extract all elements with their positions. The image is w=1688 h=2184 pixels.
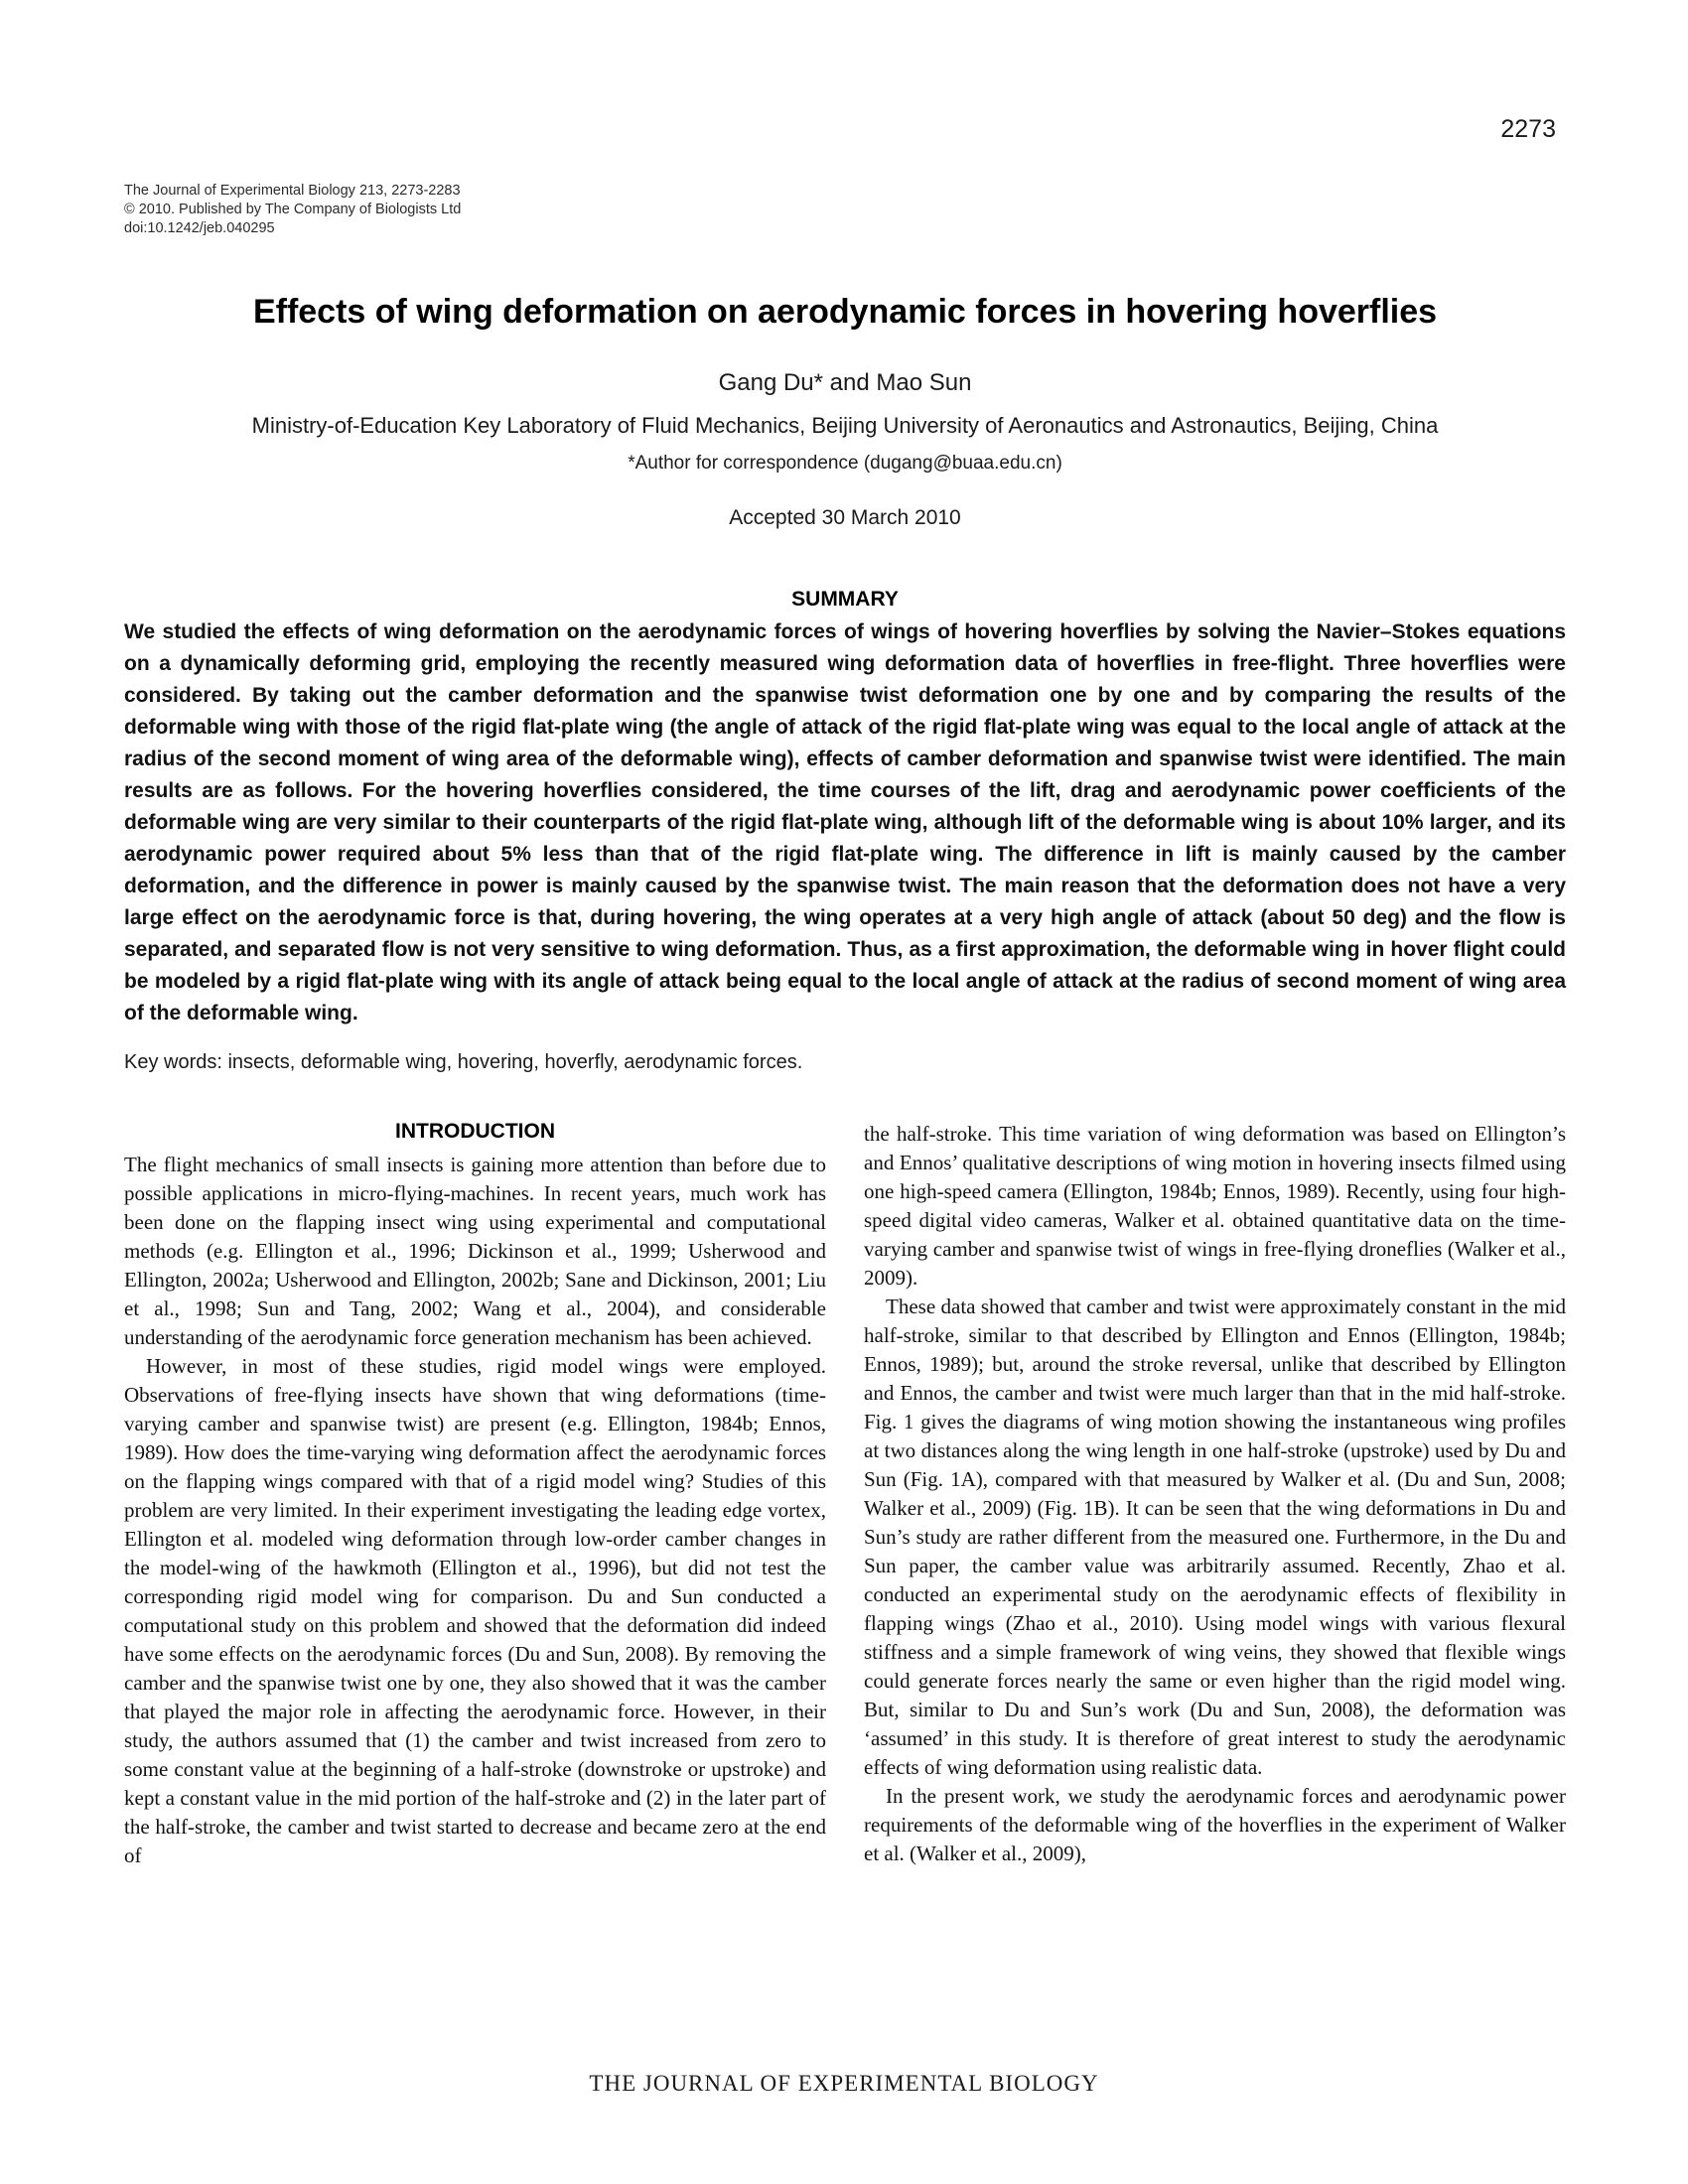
journal-copyright: © 2010. Published by The Company of Biologists Ltd bbox=[124, 202, 462, 217]
accepted-date: Accepted 30 March 2010 bbox=[729, 506, 961, 529]
journal-info bbox=[124, 182, 1566, 238]
intro-paragraph: However, in most of these studies, rigid model wings were employed. Observations of free-flying insects have shown that wing deformations (time-varying camber and spanwise twist) are present (e.g. Ellington, 1984b; Ennos, 1989). How does the time-varying wing deformation affect the aerodynamic forces on the flapping wings compared with that of a rigid model wing? Studies of this problem are very limited. In their experiment investigating the leading edge vortex, Ellington et al. modeled wing deformation through low-order camber changes in the model-wing of the hawkmoth (Ellington et al., 1996), but did not test the corresponding rigid model wing for comparison. Du and Sun conducted a computational study on this problem and showed that the deformation did indeed have some effects on the aerodynamic forces (Du and Sun, 2008). By removing the camber and the spanwise twist one by one, they also showed that it was the camber that played the major role in affecting the aerodynamic force. However, in their study, the authors assumed that (1) the camber and twist increased from zero to some constant value at the beginning of a half-stroke (downstroke or upstroke) and kept a constant value in the mid portion of the half-stroke and (2) in the later part of the half-stroke, the camber and twist started to decrease and became zero at the end of bbox=[124, 1354, 826, 1867]
article-title: Effects of wing deformation on aerodynamic forces in hovering hoverflies bbox=[252, 293, 1438, 331]
correspondence-note: *Author for correspondence (dugang@buaa.edu.cn) bbox=[628, 453, 1062, 474]
two-column-body bbox=[124, 1120, 1566, 1870]
journal-doi: doi:10.1242/jeb.040295 bbox=[124, 220, 275, 236]
intro-paragraph: the half-stroke. This time variation of wing deformation was based on Ellington’s and Ennos’ qualitative descriptions of wing motion in hovering insects filmed using one high-speed camera (Ellington, 1984b; Ennos, 1989). Recently, using four high-speed digital video cameras, Walker et al. obtained quantitative data on the time-varying camber and spanwise twist of wings in free-flying droneflies (Walker et al., 2009). bbox=[864, 1122, 1566, 1290]
right-column bbox=[864, 1120, 1566, 1868]
summary-paragraph: We studied the effects of wing deformation on the aerodynamic forces of wings of hovering hoverflies by solving the Navier–Stokes equations on a dynamically deforming grid, employing the recently measured wing deformation data of hoverflies in free-flight. Three hoverflies were considered. By taking out the camber deformation and the spanwise twist deformation one by one and by comparing the results of the deformable wing with those of the rigid flat-plate wing (the angle of attack of the rigid flat-plate wing was equal to the local angle of attack at the radius of the second moment of wing area of the deformable wing), effects of camber deformation and spanwise twist were identified. The main results are as follows. For the hovering hoverflies considered, the time courses of the lift, drag and aerodynamic power coefficients of the deformable wing are very similar to their counterparts of the rigid flat-plate wing, although lift of the deformable wing is about 10% larger, and its aerodynamic power required about 5% less than that of the rigid flat-plate wing. The difference in lift is mainly caused by the camber deformation, and the difference in power is mainly caused by the spanwise twist. The main reason that the deformation does not have a very large effect on the aerodynamic force is that, during hovering, the wing operates at a very high angle of attack (about 50 deg) and the flow is separated, and separated flow is not very sensitive to wing deformation. Thus, as a first approximation, the deformable wing in hover flight could be modeled by a rigid flat-plate wing with its angle of attack being equal to the local angle of attack at the radius of second moment of wing area of the deformable wing. bbox=[124, 620, 1566, 1024]
page-content bbox=[0, 182, 1688, 1870]
intro-paragraph: The flight mechanics of small insects is gaining more attention than before due to possible applications in micro-flying-machines. In recent years, much work has been done on the flapping insect wing using experimental and computational methods (e.g. Ellington et al., 1996; Dickinson et al., 1999; Usherwood and Ellington, 2002a; Usherwood and Ellington, 2002b; Sane and Dickinson, 2001; Liu et al., 1998; Sun and Tang, 2002; Wang et al., 2004), and considerable understanding of the aerodynamic force generation mechanism has been achieved. bbox=[124, 1153, 826, 1349]
intro-paragraph: In the present work, we study the aerodynamic forces and aerodynamic power requirements of the deformable wing of the hoverflies in the experiment of Walker et al. (Walker et al., 2009), bbox=[864, 1784, 1566, 1865]
page-number: 2273 bbox=[1500, 115, 1556, 143]
affiliation: Ministry-of-Education Key Laboratory of Fluid Mechanics, Beijing University of Aeronautics and Astronautics, Beijing, China bbox=[251, 413, 1439, 438]
intro-paragraph: These data showed that camber and twist were approximately constant in the mid half-stroke, similar to that described by Ellington and Ennos (Ellington, 1984b; Ennos, 1989); but, around the stroke reversal, unlike that described by Ellington and Ennos, the camber and twist were much larger than that in the mid half-stroke. Fig. 1 gives the diagrams of wing motion showing the instantaneous wing profiles at two distances along the wing length in one half-stroke (upstroke) used by Du and Sun (Fig. 1A), compared with that measured by Walker et al. (Du and Sun, 2008; Walker et al., 2009) (Fig. 1B). It can be seen that the wing deformations in Du and Sun’s study are rather different from the measured one. Furthermore, in the Du and Sun paper, the camber value was arbitrarily assumed. Recently, Zhao et al. conducted an experimental study on the aerodynamic effects of flexibility in flapping wings (Zhao et al., 2010). Using model wings with various flexural stiffness and a simple framework of wing veins, they showed that flexible wings could generate forces nearly the same or even higher than the rigid model wing. But, similar to Du and Sun’s work (Du and Sun, 2008), the deformation was ‘assumed’ in this study. It is therefore of great interest to study the aerodynamic effects of wing deformation using realistic data. bbox=[864, 1295, 1566, 1779]
journal-citation: The Journal of Experimental Biology 213, 2273-2283 bbox=[124, 183, 461, 199]
running-footer: THE JOURNAL OF EXPERIMENTAL BIOLOGY bbox=[589, 2071, 1099, 2096]
introduction-heading: INTRODUCTION bbox=[395, 1120, 555, 1143]
authors: Gang Du* and Mao Sun bbox=[718, 369, 972, 396]
summary-heading: SUMMARY bbox=[791, 588, 899, 611]
keywords-line: Key words: insects, deformable wing, hovering, hoverfly, aerodynamic forces. bbox=[124, 1051, 803, 1073]
left-column bbox=[124, 1120, 826, 1870]
